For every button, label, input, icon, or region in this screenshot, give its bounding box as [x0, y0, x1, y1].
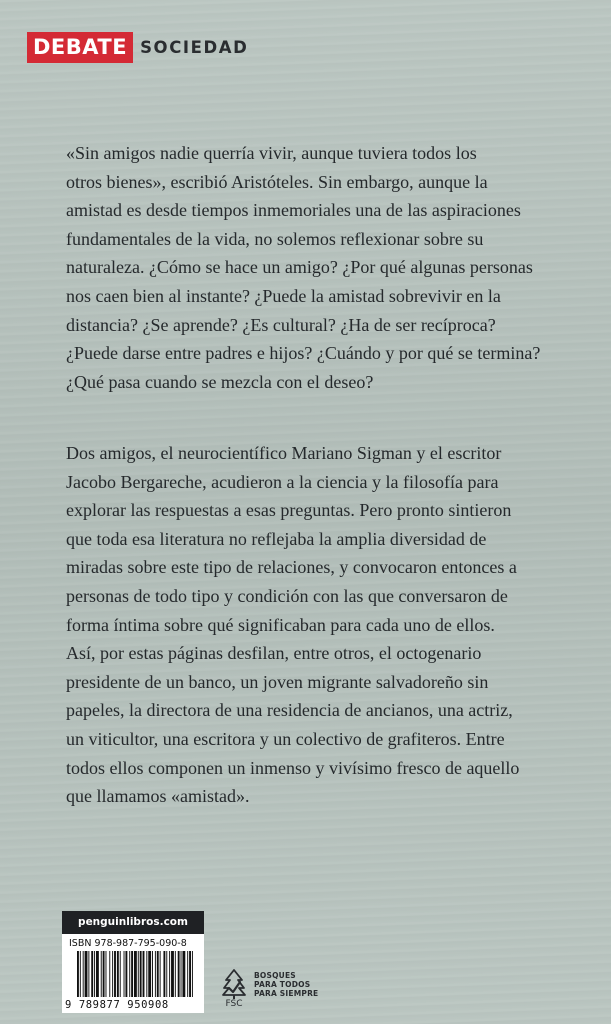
fsc-certification — [219, 968, 318, 1009]
barcode-bar — [166, 951, 167, 997]
barcode-bar — [163, 951, 165, 997]
barcode-bar — [182, 951, 185, 997]
barcode-bar — [134, 951, 137, 997]
barcode-bar — [103, 951, 105, 997]
fsc-tree-check-icon — [219, 968, 249, 1000]
barcode-bar — [109, 951, 110, 997]
text-line: nos caen bien al instante? ¿Puede la amistad sobrevivir en la — [66, 285, 501, 306]
barcode-bar — [117, 951, 119, 997]
barcode-bar — [178, 951, 180, 997]
text-line: naturaleza. ¿Cómo se hace un amigo? ¿Por qué algunas personas — [66, 257, 533, 278]
barcode-bar — [171, 951, 174, 997]
fsc-slogan-line: BOSQUES — [254, 971, 296, 980]
text-line: un viticultor, una escritora y un colectivo de grafiteros. Entre — [66, 728, 505, 749]
fsc-slogan-line: PARA TODOS — [254, 980, 311, 989]
barcode-bar — [114, 951, 116, 997]
collection-name: SOCIEDAD — [140, 38, 249, 57]
barcode-bar — [192, 951, 193, 997]
barcode-bar — [181, 951, 182, 997]
barcode-digits: 9 789877 950908 — [65, 999, 169, 1011]
barcode-bar — [152, 951, 153, 997]
barcode-bar — [143, 951, 145, 997]
publisher-website: penguinlibros.com — [62, 911, 204, 934]
barcode-bar — [148, 951, 151, 997]
barcode-bar — [189, 951, 191, 997]
debate-logo: DEBATE — [27, 32, 133, 63]
barcode-icon — [77, 951, 195, 997]
text-line: distancia? ¿Se aprende? ¿Es cultural? ¿Ha de ser recíproca? — [66, 314, 496, 335]
barcode-bar — [138, 951, 139, 997]
barcode-bar — [187, 951, 188, 997]
text-line: forma íntima sobre qué significaban para cada uno de ellos. — [66, 614, 495, 635]
text-line: Jacobo Bergareche, acudieron a la ciencia y la filosofía para — [66, 471, 499, 492]
barcode-bar — [77, 951, 79, 997]
text-line: todos ellos componen un inmenso y vivísimo fresco de aquello — [66, 757, 520, 778]
text-line: miradas sobre este tipo de relaciones, y convocaron entonces a — [66, 557, 517, 578]
text-line: papeles, la directora de una residencia de ancianos, una actriz, — [66, 700, 513, 721]
fsc-label: FSC — [225, 999, 243, 1009]
fsc-mark — [219, 968, 249, 1009]
isbn-label: ISBN 978-987-795-090-8 — [69, 938, 187, 949]
barcode-bar — [129, 951, 130, 997]
barcode-bar — [125, 951, 127, 997]
barcode-bar — [91, 951, 93, 997]
text-line: fundamentales de la vida, no solemos reflexionar sobre su — [66, 228, 484, 249]
barcode-bar — [155, 951, 156, 997]
text-line: amistad es desde tiempos inmemoriales una de las aspiraciones — [66, 200, 521, 221]
text-line: explorar las respuestas a esas preguntas. Pero pronto sintieron — [66, 500, 512, 521]
text-line: que toda esa literatura no reflejaba la amplia diversidad de — [66, 528, 487, 549]
barcode-bar — [88, 951, 89, 997]
barcode-bar — [146, 951, 147, 997]
barcode-bar — [169, 951, 170, 997]
text-line: presidente de un banco, un joven migrante salvadoreño sin — [66, 671, 489, 692]
text-line: ¿Puede darse entre padres e hijos? ¿Cuándo y por qué se termina? — [66, 343, 541, 364]
text-line: «Sin amigos nadie querría vivir, aunque tuviera todos los — [66, 143, 477, 163]
barcode-bar — [83, 951, 84, 997]
fsc-slogan-line: PARA SIEMPRE — [254, 989, 319, 998]
blurb-paragraph-2 — [66, 439, 536, 811]
text-line: Así, por estas páginas desfilan, entre otros, el octogenario — [66, 643, 482, 664]
barcode-bar — [160, 951, 161, 997]
barcode-bar — [175, 951, 176, 997]
fsc-slogan — [254, 971, 318, 998]
text-line: personas de todo tipo y condición con las que conversaron de — [66, 585, 508, 606]
text-line: Dos amigos, el neurocientífico Mariano Sigman y el escritor — [66, 443, 502, 463]
barcode-panel — [62, 911, 204, 1013]
barcode-bar — [96, 951, 99, 997]
barcode-bar — [124, 951, 125, 997]
barcode-bar — [157, 951, 159, 997]
barcode-bar — [120, 951, 121, 997]
barcode-bar — [140, 951, 142, 997]
blurb-paragraph-1 — [66, 139, 541, 396]
barcode-bar — [112, 951, 113, 997]
barcode-bar — [131, 951, 133, 997]
text-line: que llamamos «amistad». — [66, 786, 250, 807]
barcode-bar — [101, 951, 102, 997]
text-line: ¿Qué pasa cuando se mezcla con el deseo? — [66, 371, 374, 392]
text-line: otros bienes», escribió Aristóteles. Sin embargo, aunque la — [66, 171, 488, 192]
publisher-brand — [27, 32, 248, 63]
barcode-bar — [80, 951, 81, 997]
barcode-bar — [94, 951, 95, 997]
barcode-bar — [85, 951, 88, 997]
barcode-bar — [106, 951, 107, 997]
